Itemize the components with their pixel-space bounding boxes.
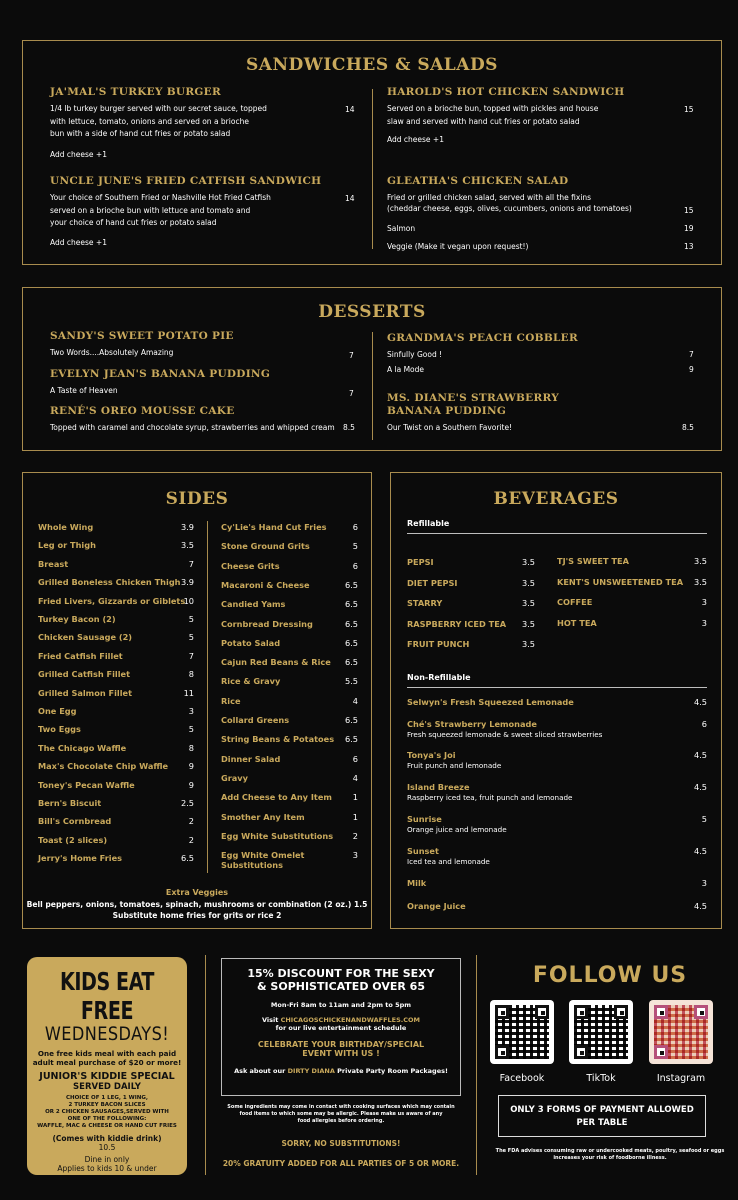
kiddie-dine: Dine in only <box>84 1155 130 1164</box>
tiktok-qr[interactable] <box>569 1000 633 1064</box>
sandwiches-section <box>22 40 722 265</box>
menu-row <box>221 831 358 841</box>
website-link[interactable]: CHICAGOSCHICKENANDWAFFLES.COM <box>280 1016 421 1024</box>
beverage-desc: Raspberry iced tea, fruit punch and lemonade <box>407 793 573 802</box>
chicken-salad-salmon: Salmon <box>387 224 416 233</box>
item-price: 3.5 <box>521 639 535 649</box>
menu-row <box>38 614 194 624</box>
strawberry-pudding-price: 8.5 <box>682 423 694 432</box>
kids-card <box>27 957 187 1175</box>
item-price: 2 <box>188 834 194 845</box>
item-name: KENT'S UNSWEETENED TEA <box>557 576 684 587</box>
item-name: Chicken Sausage (2) <box>38 632 133 643</box>
menu-row <box>38 706 194 716</box>
item-price: 6.5 <box>180 853 194 864</box>
item-name: Collard Greens <box>221 715 290 725</box>
refillable-rule <box>407 533 707 534</box>
turkey-burger-price: 14 <box>345 105 355 114</box>
item-price: 6.5 <box>344 579 358 590</box>
item-price: 11 <box>183 687 194 698</box>
hot-chicken-name: HAROLD'S HOT CHICKEN SANDWICH <box>387 86 625 98</box>
item-price: 6.5 <box>344 715 358 725</box>
item-price: 4 <box>352 772 358 783</box>
menu-row <box>407 557 535 567</box>
item-name: Sunrise <box>407 814 442 824</box>
menu-row <box>407 578 535 588</box>
menu-row <box>221 773 358 783</box>
chicken-salad-salmon-price: 19 <box>684 224 694 233</box>
catfish-sandwich-name: UNCLE JUNE'S FRIED CATFISH SANDWICH <box>50 175 322 187</box>
promo-box <box>221 958 461 1096</box>
sweet-potato-pie-name: SANDY'S SWEET POTATO PIE <box>50 330 234 342</box>
menu-row <box>38 688 194 698</box>
item-name: FRUIT PUNCH <box>407 639 470 649</box>
menu-row <box>221 638 358 648</box>
item-name: Rice <box>221 695 241 706</box>
oreo-cake-name: RENÉ'S OREO MOUSSE CAKE <box>50 405 235 417</box>
chicken-salad-veggie-price: 13 <box>684 242 694 251</box>
menu-row <box>221 734 358 744</box>
item-price: 9 <box>188 779 194 790</box>
payment-notice: ONLY 3 FORMS OF PAYMENT ALLOWED PER TABLE <box>498 1095 706 1137</box>
item-name: Leg or Thigh <box>38 540 96 551</box>
menu-row <box>407 814 707 824</box>
item-name: Whole Wing <box>38 522 94 532</box>
item-price: 3 <box>701 878 707 888</box>
item-name: RASPBERRY ICED TEA <box>407 618 507 629</box>
non-refillable-rule <box>407 687 707 688</box>
menu-row <box>407 750 707 760</box>
menu-row <box>38 522 194 532</box>
menu-row <box>221 754 358 764</box>
discount-line2: & SOPHISTICATED OVER 65 <box>257 980 425 993</box>
item-price: 3.5 <box>521 618 535 629</box>
menu-row <box>38 651 194 661</box>
item-price: 3.9 <box>180 577 194 588</box>
catfish-sandwich-note: Add cheese +1 <box>50 238 107 247</box>
hot-chicken-price: 15 <box>684 105 694 114</box>
allergy-notice: Some ingredients may come in contact with cooking surfaces which may contain food items to which some may be allergic. Please make us aware of any food allergies before ordering. <box>227 1104 455 1124</box>
extra-veggies-line: Bell peppers, onions, tomatoes, spinach, mushrooms or combination (2 oz.) 1.5 <box>26 900 368 909</box>
menu-row <box>407 619 535 629</box>
item-price: 6 <box>352 753 358 764</box>
item-price: 7 <box>188 558 194 569</box>
sides-divider <box>207 521 208 873</box>
chicken-salad-veggie: Veggie (Make it vegan upon request!) <box>387 242 529 251</box>
sides-title: SIDES <box>165 489 229 509</box>
desserts-section <box>22 287 722 451</box>
hot-chicken-desc: Served on a brioche bun, topped with pickles and house slaw and served with hand cut fries or potato salad <box>387 104 599 126</box>
item-name: Stone Ground Grits <box>221 541 310 552</box>
menu-row <box>38 835 194 845</box>
item-price: 8 <box>188 742 194 753</box>
catfish-sandwich-desc: Your choice of Southern Fried or Nashville Hot Fried Catfish served on a brioche bun with lettuce and tomato and your choice of hand cut fries or potato salad <box>50 193 271 227</box>
menu-row <box>221 696 358 706</box>
peach-cobbler-option2: A la Mode <box>387 365 425 374</box>
item-name: TJ'S SWEET TEA <box>557 556 629 566</box>
strawberry-pudding-name: MS. DIANE'S STRAWBERRY BANANA PUDDING <box>387 392 560 417</box>
menu-row <box>38 853 194 863</box>
item-name: Island Breeze <box>407 782 470 792</box>
menu-row <box>38 798 194 808</box>
kids-line1: One free kids meal with each paid <box>37 1049 177 1058</box>
menu-row <box>221 541 358 551</box>
discount-line1: 15% DISCOUNT FOR THE SEXY <box>247 967 435 980</box>
item-price: 2 <box>188 816 194 827</box>
menu-row <box>221 619 358 629</box>
sweet-potato-pie-price: 7 <box>349 351 354 360</box>
item-name: Rice & Gravy <box>221 676 281 687</box>
item-name: Candied Yams <box>221 599 286 610</box>
item-name: Grilled Salmon Fillet <box>38 687 132 698</box>
banana-pudding-price: 7 <box>349 389 354 398</box>
menu-row <box>38 540 194 550</box>
beverage-desc: Fresh squeezed lemonade & sweet sliced strawberries <box>407 730 603 739</box>
menu-row <box>557 556 707 566</box>
menu-row <box>221 812 358 822</box>
kiddie-applies: Applies to kids 10 & under <box>57 1164 157 1173</box>
item-name: Bill's Cornbread <box>38 816 112 827</box>
item-price: 4.5 <box>693 697 707 707</box>
item-name: Two Eggs <box>38 724 81 735</box>
item-price: 4 <box>352 695 358 706</box>
menu-row <box>221 792 358 802</box>
item-name: Gravy <box>221 772 248 783</box>
menu-row <box>38 780 194 790</box>
item-price: 9 <box>188 761 194 772</box>
item-price: 7 <box>188 650 194 661</box>
menu-row <box>407 901 707 911</box>
menu-row <box>38 743 194 753</box>
banana-pudding-name: EVELYN JEAN'S BANANA PUDDING <box>50 368 271 380</box>
item-name: Selwyn's Fresh Squeezed Lemonade <box>407 697 574 707</box>
item-name: Grilled Boneless Chicken Thigh <box>38 577 181 588</box>
item-name: Egg White Substitutions <box>221 830 334 841</box>
item-price: 2.5 <box>180 798 194 808</box>
item-name: Turkey Bacon (2) <box>38 614 116 624</box>
item-name: Toast (2 slices) <box>38 834 108 845</box>
kiddie-choice: CHOICE OF 1 LEG, 1 WING, 2 TURKEY BACON SLICES OR 2 CHICKEN SAUSAGES,SERVED WITH ONE OF THE FOLLOWING: WAFFLE, MAC & CHEESE OR HAND CUT FRIES <box>37 1095 177 1129</box>
chicken-salad-desc: Fried or grilled chicken salad, served with all the fixins (cheddar cheese, eggs, olives, cucumbers, onions and tomatoes) <box>387 193 632 213</box>
item-name: Dinner Salad <box>221 753 281 764</box>
item-price: 5 <box>188 614 194 624</box>
kiddie-price: 10.5 <box>98 1143 116 1152</box>
item-price: 5 <box>701 814 707 824</box>
visit-post: for our live entertainment schedule <box>275 1024 407 1032</box>
item-name: Cheese Grits <box>221 560 280 571</box>
kids-subtitle: WEDNESDAYS! <box>44 1023 170 1045</box>
item-price: 6.5 <box>344 657 358 668</box>
item-name: The Chicago Waffle <box>38 742 127 753</box>
item-price: 4.5 <box>693 750 707 760</box>
extra-veggies-title: Extra Veggies <box>165 888 229 897</box>
substitute-line: Substitute home fries for grits or rice 2 <box>112 911 282 920</box>
no-substitutions: SORRY, NO SUBSTITUTIONS! <box>281 1139 401 1148</box>
banana-pudding-desc: A Taste of Heaven <box>50 386 118 395</box>
menu-row <box>221 599 358 609</box>
item-price: 3.5 <box>521 598 535 608</box>
menu-row <box>38 669 194 679</box>
item-name: Jerry's Home Fries <box>38 853 122 864</box>
item-name: Ché's Strawberry Lemonade <box>407 719 537 729</box>
catfish-sandwich-price: 14 <box>345 194 355 203</box>
private-party-line: Ask about our DIRTY DIANA Private Party Room Packages! <box>234 1067 448 1075</box>
strawberry-pudding-desc: Our Twist on a Southern Favorite! <box>387 423 513 432</box>
item-name: Fried Livers, Gizzards or Giblets <box>38 595 186 606</box>
item-price: 3.5 <box>693 576 707 587</box>
menu-row <box>557 597 707 607</box>
sandwiches-divider <box>372 89 373 249</box>
turkey-burger-desc: 1/4 lb turkey burger served with our secret sauce, topped with lettuce, tomato, onions and served on a brioche bun with a side of hand cut fries or potato salad <box>50 104 267 138</box>
oreo-cake-price: 8.5 <box>343 423 355 432</box>
oreo-cake-desc: Topped with caramel and chocolate syrup, strawberries and whipped cream <box>50 423 335 432</box>
kiddie-served: SERVED DAILY <box>73 1082 141 1092</box>
sides-section <box>22 472 372 929</box>
menu-row <box>38 577 194 587</box>
item-name: Breast <box>38 558 69 569</box>
turkey-burger-note: Add cheese +1 <box>50 150 107 159</box>
menu-row <box>407 598 535 608</box>
kids-line2: adult meal purchase of $20 or more! <box>32 1058 182 1067</box>
non-refillable-label: Non-Refillable <box>407 673 471 682</box>
item-price: 4.5 <box>693 901 707 911</box>
item-price: 5 <box>188 632 194 643</box>
item-price: 6.5 <box>344 637 358 648</box>
menu-row <box>407 719 707 729</box>
menu-row <box>38 632 194 642</box>
item-price: 10 <box>183 595 194 606</box>
menu-row <box>38 559 194 569</box>
item-price: 5 <box>352 541 358 552</box>
menu-row <box>221 580 358 590</box>
kids-title: KIDS EAT FREE <box>59 967 155 1025</box>
beverages-section <box>390 472 722 929</box>
chicken-salad-name: GLEATHA'S CHICKEN SALAD <box>387 175 569 187</box>
menu-row <box>221 561 358 571</box>
menu-row <box>38 816 194 826</box>
item-name: One Egg <box>38 706 77 716</box>
menu-row <box>557 618 707 628</box>
item-price: 3 <box>701 617 707 628</box>
footer-divider-left <box>205 955 206 1175</box>
item-name: Smother Any Item <box>221 811 305 822</box>
beverage-desc: Orange juice and lemonade <box>407 825 507 834</box>
peach-cobbler-price2: 9 <box>689 365 694 374</box>
dirty-diana-name: DIRTY DIANA <box>287 1067 335 1075</box>
item-price: 3 <box>701 597 707 607</box>
item-name: Cy'Lie's Hand Cut Fries <box>221 522 327 532</box>
sandwiches-title: SANDWICHES & SALADS <box>246 55 498 75</box>
facebook-qr[interactable] <box>490 1000 554 1064</box>
menu-row <box>407 639 535 649</box>
item-price: 5 <box>188 724 194 735</box>
hot-chicken-note: Add cheese +1 <box>387 135 444 144</box>
item-price: 3.5 <box>521 577 535 588</box>
item-name: Grilled Catfish Fillet <box>38 669 130 680</box>
sweet-potato-pie-desc: Two Words....Absolutely Amazing <box>50 348 174 357</box>
item-price: 6 <box>352 522 358 532</box>
item-price: 3.5 <box>521 557 535 567</box>
menu-row <box>557 577 707 587</box>
facebook-label: Facebook <box>499 1073 545 1084</box>
item-name: PEPSI <box>407 557 434 567</box>
item-name: COFFEE <box>557 597 593 607</box>
menu-row <box>221 522 358 532</box>
item-name: Toney's Pecan Waffle <box>38 779 135 790</box>
item-name: String Beans & Potatoes <box>221 734 335 745</box>
peach-cobbler-name: GRANDMA'S PEACH COBBLER <box>387 332 579 344</box>
instagram-label: Instagram <box>656 1073 706 1084</box>
item-name: Max's Chocolate Chip Waffle <box>38 761 169 772</box>
item-name-cont: Substitutions <box>221 860 283 871</box>
item-price: 8 <box>188 669 194 680</box>
celebrate-line2: EVENT WITH US ! <box>302 1049 380 1058</box>
item-price: 3 <box>188 706 194 716</box>
item-name: Egg White Omelet <box>221 850 305 861</box>
item-price: 6 <box>701 719 707 729</box>
item-name: Macaroni & Cheese <box>221 579 310 590</box>
instagram-qr[interactable] <box>649 1000 713 1064</box>
item-price: 4.5 <box>693 782 707 792</box>
kiddie-drink: (Comes with kiddie drink) <box>52 1134 162 1143</box>
beverages-title: BEVERAGES <box>493 489 619 509</box>
item-price: 6 <box>352 560 358 571</box>
item-price: 1 <box>352 811 358 822</box>
discount-hours: Mon-Fri 8am to 11am and 2pm to 5pm <box>270 1001 412 1009</box>
menu-row <box>407 878 707 888</box>
menu-row <box>221 850 358 870</box>
item-name: Cornbread Dressing <box>221 618 313 629</box>
menu-row <box>38 761 194 771</box>
desserts-divider <box>372 332 373 440</box>
celebrate-line1: CELEBRATE YOUR BIRTHDAY/SPECIAL <box>257 1040 425 1049</box>
item-price: 2 <box>352 830 358 841</box>
menu-row <box>407 697 707 707</box>
item-price: 3 <box>352 850 358 861</box>
menu-row <box>221 715 358 725</box>
desserts-title: DESSERTS <box>318 302 426 322</box>
item-price: 1 <box>352 792 358 803</box>
item-name: Add Cheese to Any Item <box>221 792 332 803</box>
item-price: 4.5 <box>693 846 707 856</box>
chicken-salad-price: 15 <box>684 206 694 215</box>
item-name: DIET PEPSI <box>407 577 458 588</box>
menu-row <box>407 782 707 792</box>
kiddie-special-title: JUNIOR'S KIDDIE SPECIAL <box>39 1071 175 1082</box>
gratuity-notice: 20% GRATUITY ADDED FOR ALL PARTIES OF 5 OR MORE. <box>222 1159 460 1168</box>
menu-row <box>407 846 707 856</box>
item-name: Sunset <box>407 846 439 856</box>
item-name: STARRY <box>407 598 443 608</box>
item-name: HOT TEA <box>557 617 597 628</box>
menu-row <box>221 657 358 667</box>
tiktok-label: TikTok <box>586 1073 616 1084</box>
item-price: 6.5 <box>344 734 358 745</box>
footer-divider-right <box>476 955 477 1175</box>
item-name: Fried Catfish Fillet <box>38 650 123 661</box>
item-name: Tonya's Joi <box>407 750 456 760</box>
visit-line: Visit CHICAGOSCHICKENANDWAFFLES.COM <box>261 1016 421 1024</box>
item-price: 6.5 <box>344 618 358 629</box>
beverage-desc: Iced tea and lemonade <box>407 857 490 866</box>
item-price: 5.5 <box>344 676 358 687</box>
item-price: 6.5 <box>344 599 358 610</box>
item-name: Potato Salad <box>221 637 281 648</box>
peach-cobbler-price1: 7 <box>689 350 694 359</box>
fda-notice: The FDA advises consuming raw or undercooked meats, poultry, seafood or eggs increases your risk of foodborne illness. <box>495 1148 725 1161</box>
item-price: 3.5 <box>180 540 194 551</box>
beverage-desc: Fruit punch and lemonade <box>407 761 502 770</box>
follow-title: FOLLOW US <box>532 963 688 988</box>
peach-cobbler-option1: Sinfully Good ! <box>387 350 443 359</box>
item-price: 3.5 <box>693 556 707 566</box>
item-name: Orange Juice <box>407 901 466 911</box>
item-price: 3.9 <box>180 522 194 532</box>
item-name: Milk <box>407 878 427 888</box>
item-name: Cajun Red Beans & Rice <box>221 657 331 668</box>
refillable-label: Refillable <box>407 519 450 528</box>
item-name: Bern's Biscuit <box>38 798 102 808</box>
menu-row <box>221 676 358 686</box>
turkey-burger-name: JA'MAL'S TURKEY BURGER <box>50 86 221 98</box>
menu-row <box>38 596 194 606</box>
menu-row <box>38 724 194 734</box>
